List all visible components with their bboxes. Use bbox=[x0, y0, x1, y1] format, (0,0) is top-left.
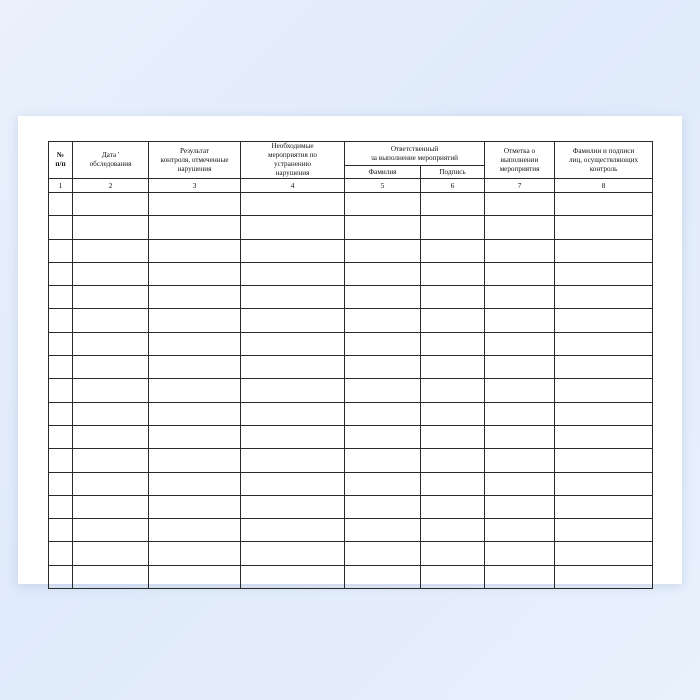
table-cell-empty[interactable] bbox=[345, 193, 421, 216]
table-cell-empty[interactable] bbox=[149, 309, 241, 332]
table-row[interactable] bbox=[49, 239, 653, 262]
table-cell-empty[interactable] bbox=[49, 309, 73, 332]
table-row[interactable] bbox=[49, 332, 653, 355]
table-row[interactable] bbox=[49, 356, 653, 379]
table-cell-empty[interactable] bbox=[345, 495, 421, 518]
table-cell-empty[interactable] bbox=[73, 332, 149, 355]
table-cell-empty[interactable] bbox=[485, 495, 555, 518]
table-cell-empty[interactable] bbox=[555, 356, 653, 379]
table-row[interactable] bbox=[49, 262, 653, 285]
table-cell-empty[interactable] bbox=[555, 379, 653, 402]
table-cell-empty[interactable] bbox=[73, 286, 149, 309]
table-cell-empty[interactable] bbox=[49, 356, 73, 379]
table-cell-empty[interactable] bbox=[345, 262, 421, 285]
table-cell-empty[interactable] bbox=[421, 332, 485, 355]
table-row[interactable] bbox=[49, 472, 653, 495]
table-cell-empty[interactable] bbox=[555, 193, 653, 216]
table-cell-empty[interactable] bbox=[73, 193, 149, 216]
table-cell-empty[interactable] bbox=[421, 519, 485, 542]
column-number-3: 3 bbox=[149, 179, 241, 193]
table-cell-empty[interactable] bbox=[73, 519, 149, 542]
table-cell-empty[interactable] bbox=[241, 519, 345, 542]
table-cell-empty[interactable] bbox=[485, 216, 555, 239]
table-cell-empty[interactable] bbox=[555, 309, 653, 332]
table-cell-empty[interactable] bbox=[345, 542, 421, 565]
table-cell-empty[interactable] bbox=[345, 216, 421, 239]
table-cell-empty[interactable] bbox=[49, 565, 73, 588]
table-cell-empty[interactable] bbox=[49, 472, 73, 495]
table-cell-empty[interactable] bbox=[485, 519, 555, 542]
table-cell-empty[interactable] bbox=[149, 216, 241, 239]
table-cell-empty[interactable] bbox=[345, 379, 421, 402]
table-cell-empty[interactable] bbox=[73, 425, 149, 448]
table-cell-empty[interactable] bbox=[49, 402, 73, 425]
table-header bbox=[49, 142, 653, 193]
table-row[interactable] bbox=[49, 519, 653, 542]
table-cell-empty[interactable] bbox=[149, 472, 241, 495]
table-cell-empty[interactable] bbox=[555, 472, 653, 495]
table-cell-empty[interactable] bbox=[345, 565, 421, 588]
table-cell-empty[interactable] bbox=[485, 402, 555, 425]
table-row[interactable] bbox=[49, 425, 653, 448]
table-cell-empty[interactable] bbox=[485, 542, 555, 565]
table-cell-empty[interactable] bbox=[555, 286, 653, 309]
table-cell-empty[interactable] bbox=[49, 519, 73, 542]
table-cell-empty[interactable] bbox=[73, 402, 149, 425]
header-col-surname: Фамилия bbox=[345, 166, 421, 179]
table-cell-empty[interactable] bbox=[485, 565, 555, 588]
table-cell-empty[interactable] bbox=[149, 449, 241, 472]
table-cell-empty[interactable] bbox=[485, 425, 555, 448]
table-cell-empty[interactable] bbox=[73, 542, 149, 565]
table-cell-empty[interactable] bbox=[73, 216, 149, 239]
table-cell-empty[interactable] bbox=[421, 239, 485, 262]
table-cell-empty[interactable] bbox=[241, 332, 345, 355]
table-cell-empty[interactable] bbox=[49, 332, 73, 355]
table-cell-empty[interactable] bbox=[49, 495, 73, 518]
table-cell-empty[interactable] bbox=[241, 379, 345, 402]
table-cell-empty[interactable] bbox=[345, 356, 421, 379]
table-cell-empty[interactable] bbox=[421, 449, 485, 472]
table-row[interactable] bbox=[49, 286, 653, 309]
table-cell-empty[interactable] bbox=[421, 495, 485, 518]
table-cell-empty[interactable] bbox=[421, 262, 485, 285]
table-cell-empty[interactable] bbox=[149, 239, 241, 262]
table-cell-empty[interactable] bbox=[241, 356, 345, 379]
table-cell-empty[interactable] bbox=[555, 332, 653, 355]
table-cell-empty[interactable] bbox=[149, 425, 241, 448]
table-row[interactable] bbox=[49, 216, 653, 239]
document-sheet bbox=[18, 116, 682, 584]
table-cell-empty[interactable] bbox=[241, 262, 345, 285]
table-cell-empty[interactable] bbox=[149, 193, 241, 216]
table-cell-empty[interactable] bbox=[555, 239, 653, 262]
table-cell-empty[interactable] bbox=[555, 519, 653, 542]
table-cell-empty[interactable] bbox=[73, 472, 149, 495]
table-cell-empty[interactable] bbox=[555, 216, 653, 239]
column-number-5: 5 bbox=[345, 179, 421, 193]
table-cell-empty[interactable] bbox=[241, 309, 345, 332]
column-number-4: 4 bbox=[241, 179, 345, 193]
table-cell-empty[interactable] bbox=[241, 472, 345, 495]
header-row-main bbox=[49, 142, 653, 166]
table-cell-empty[interactable] bbox=[555, 449, 653, 472]
table-cell-empty[interactable] bbox=[73, 309, 149, 332]
table-cell-empty[interactable] bbox=[241, 216, 345, 239]
header-col-number: № п/п bbox=[49, 142, 73, 179]
table-cell-empty[interactable] bbox=[241, 193, 345, 216]
table-row[interactable] bbox=[49, 542, 653, 565]
journal-table bbox=[48, 141, 653, 589]
column-number-row bbox=[49, 179, 653, 193]
table-cell-empty[interactable] bbox=[485, 356, 555, 379]
table-cell-empty[interactable] bbox=[555, 262, 653, 285]
table-cell-empty[interactable] bbox=[149, 542, 241, 565]
table-cell-empty[interactable] bbox=[421, 402, 485, 425]
table-cell-empty[interactable] bbox=[421, 309, 485, 332]
header-col-mark: Отметка о выполнении мероприятия bbox=[485, 142, 555, 179]
table-cell-empty[interactable] bbox=[241, 449, 345, 472]
table-cell-empty[interactable] bbox=[345, 309, 421, 332]
table-cell-empty[interactable] bbox=[555, 542, 653, 565]
table-row[interactable] bbox=[49, 402, 653, 425]
table-cell-empty[interactable] bbox=[73, 239, 149, 262]
table-cell-empty[interactable] bbox=[149, 356, 241, 379]
table-cell-empty[interactable] bbox=[485, 449, 555, 472]
table-cell-empty[interactable] bbox=[555, 402, 653, 425]
header-col-result: Результат контроля, отмеченные нарушения bbox=[149, 142, 241, 179]
table-cell-empty[interactable] bbox=[421, 379, 485, 402]
table-cell-empty[interactable] bbox=[485, 472, 555, 495]
table-row[interactable] bbox=[49, 193, 653, 216]
header-col-date: Дата ' обследования bbox=[73, 142, 149, 179]
table-cell-empty[interactable] bbox=[241, 402, 345, 425]
table-cell-empty[interactable] bbox=[345, 402, 421, 425]
table-cell-empty[interactable] bbox=[241, 542, 345, 565]
table-cell-empty[interactable] bbox=[485, 309, 555, 332]
table-cell-empty[interactable] bbox=[345, 286, 421, 309]
table-cell-empty[interactable] bbox=[485, 286, 555, 309]
table-cell-empty[interactable] bbox=[555, 425, 653, 448]
table-cell-empty[interactable] bbox=[421, 542, 485, 565]
table-cell-empty[interactable] bbox=[555, 565, 653, 588]
table-cell-empty[interactable] bbox=[421, 286, 485, 309]
table-cell-empty[interactable] bbox=[421, 356, 485, 379]
table-cell-empty[interactable] bbox=[49, 286, 73, 309]
table-cell-empty[interactable] bbox=[73, 495, 149, 518]
table-cell-empty[interactable] bbox=[485, 332, 555, 355]
table-row[interactable] bbox=[49, 495, 653, 518]
table-cell-empty[interactable] bbox=[73, 449, 149, 472]
table-cell-empty[interactable] bbox=[241, 495, 345, 518]
column-number-1: 1 bbox=[49, 179, 73, 193]
header-col-signature: Подпись bbox=[421, 166, 485, 179]
table-cell-empty[interactable] bbox=[149, 565, 241, 588]
header-col-measures: Необходимые мероприятия по устранению нарушения bbox=[241, 142, 345, 179]
table-cell-empty[interactable] bbox=[345, 449, 421, 472]
table-cell-empty[interactable] bbox=[73, 356, 149, 379]
table-cell-empty[interactable] bbox=[555, 495, 653, 518]
table-cell-empty[interactable] bbox=[49, 449, 73, 472]
table-cell-empty[interactable] bbox=[149, 519, 241, 542]
table-cell-empty[interactable] bbox=[345, 425, 421, 448]
table-cell-empty[interactable] bbox=[421, 472, 485, 495]
table-row[interactable] bbox=[49, 449, 653, 472]
table-cell-empty[interactable] bbox=[49, 239, 73, 262]
table-cell-empty[interactable] bbox=[149, 332, 241, 355]
table-cell-empty[interactable] bbox=[49, 262, 73, 285]
table-cell-empty[interactable] bbox=[241, 425, 345, 448]
table-body bbox=[49, 193, 653, 589]
journal-table-container bbox=[48, 141, 652, 589]
header-col-responsible: Ответственный за выполнение мероприятий bbox=[345, 142, 485, 166]
table-cell-empty[interactable] bbox=[485, 262, 555, 285]
column-number-7: 7 bbox=[485, 179, 555, 193]
table-row[interactable] bbox=[49, 565, 653, 588]
table-cell-empty[interactable] bbox=[49, 379, 73, 402]
column-number-6: 6 bbox=[421, 179, 485, 193]
table-cell-empty[interactable] bbox=[485, 239, 555, 262]
table-cell-empty[interactable] bbox=[149, 262, 241, 285]
column-number-8: 8 bbox=[555, 179, 653, 193]
table-cell-empty[interactable] bbox=[73, 262, 149, 285]
table-cell-empty[interactable] bbox=[149, 379, 241, 402]
column-number-2: 2 bbox=[73, 179, 149, 193]
table-row[interactable] bbox=[49, 309, 653, 332]
table-cell-empty[interactable] bbox=[149, 402, 241, 425]
table-cell-empty[interactable] bbox=[485, 379, 555, 402]
table-row[interactable] bbox=[49, 379, 653, 402]
table-cell-empty[interactable] bbox=[49, 193, 73, 216]
table-cell-empty[interactable] bbox=[345, 472, 421, 495]
table-cell-empty[interactable] bbox=[49, 425, 73, 448]
table-cell-empty[interactable] bbox=[73, 565, 149, 588]
table-cell-empty[interactable] bbox=[241, 286, 345, 309]
table-cell-empty[interactable] bbox=[49, 542, 73, 565]
table-cell-empty[interactable] bbox=[421, 425, 485, 448]
table-cell-empty[interactable] bbox=[345, 332, 421, 355]
table-cell-empty[interactable] bbox=[241, 239, 345, 262]
table-cell-empty[interactable] bbox=[345, 519, 421, 542]
table-cell-empty[interactable] bbox=[421, 565, 485, 588]
table-cell-empty[interactable] bbox=[149, 286, 241, 309]
table-cell-empty[interactable] bbox=[345, 239, 421, 262]
table-cell-empty[interactable] bbox=[241, 565, 345, 588]
table-cell-empty[interactable] bbox=[49, 216, 73, 239]
header-col-control: Фамилии и подписи лиц, осуществляющих контроль bbox=[555, 142, 653, 179]
table-cell-empty[interactable] bbox=[73, 379, 149, 402]
table-cell-empty[interactable] bbox=[421, 216, 485, 239]
table-cell-empty[interactable] bbox=[149, 495, 241, 518]
table-cell-empty[interactable] bbox=[421, 193, 485, 216]
table-cell-empty[interactable] bbox=[485, 193, 555, 216]
